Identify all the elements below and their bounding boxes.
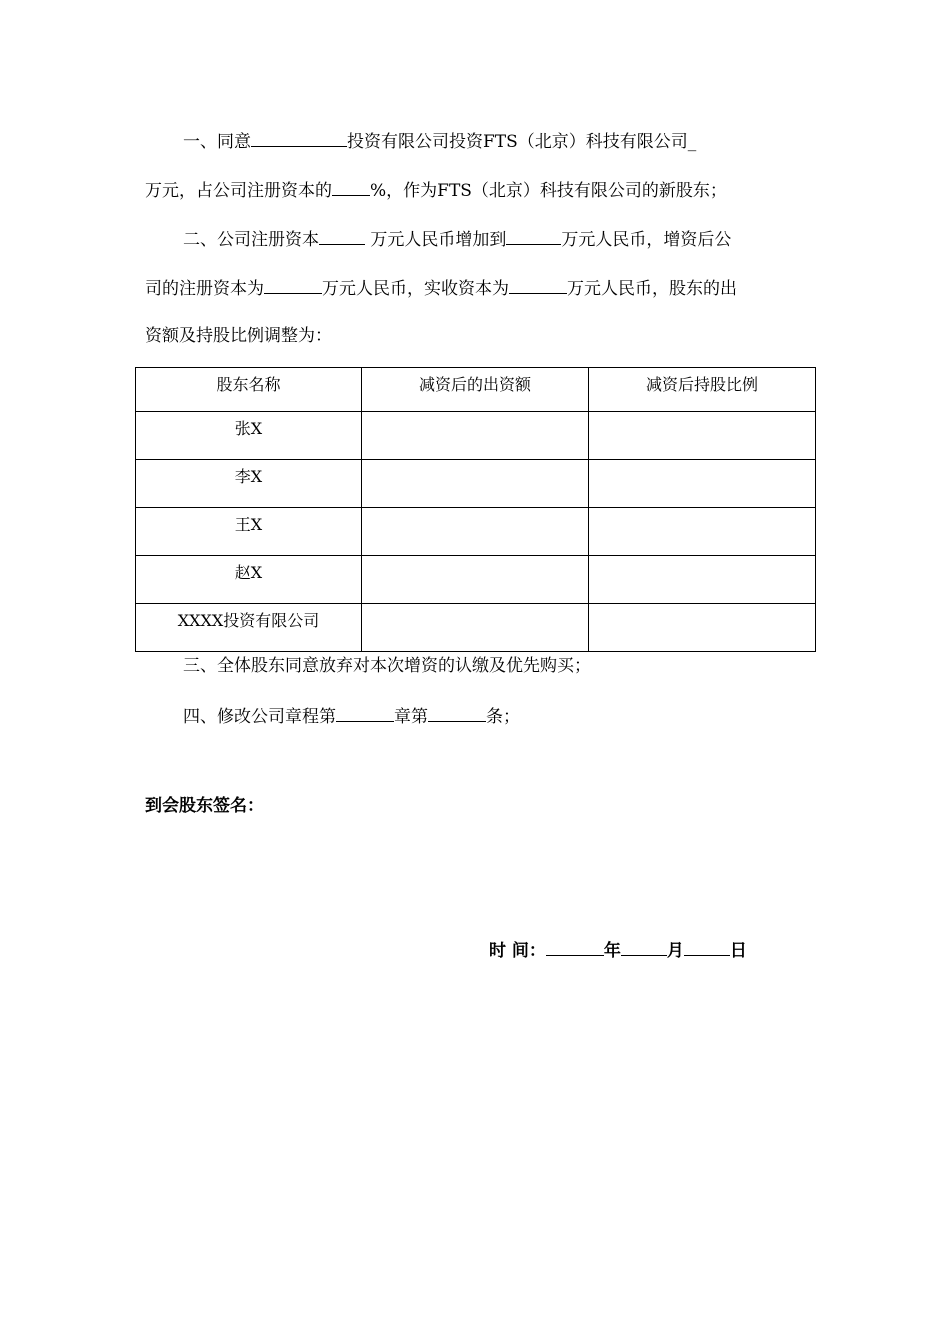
para4-line bbox=[183, 703, 520, 729]
para1-prefix: 一、同意 bbox=[183, 132, 251, 152]
para1-line2-suffix: %，作为FTS（北京）科技有限公司的新股东； bbox=[370, 181, 727, 201]
amount-cell[interactable] bbox=[362, 508, 589, 556]
ratio-cell[interactable] bbox=[589, 460, 816, 508]
para2-line2 bbox=[145, 275, 737, 301]
table-row bbox=[136, 412, 816, 460]
date-label: 时 间： bbox=[489, 941, 546, 961]
holder-name-cell: 王X bbox=[136, 508, 362, 556]
holder-name-cell: 李X bbox=[136, 460, 362, 508]
shareholder-table bbox=[135, 367, 816, 652]
para1-company-blank[interactable] bbox=[251, 128, 347, 147]
para2-line3 bbox=[145, 324, 332, 348]
signature-line bbox=[145, 794, 264, 818]
header-holder-name: 股东名称 bbox=[136, 368, 362, 412]
para2-line2-mid1: 万元人民币，实收资本为 bbox=[322, 279, 509, 299]
ratio-cell[interactable] bbox=[589, 508, 816, 556]
day-label: 日 bbox=[729, 941, 747, 961]
table-row bbox=[136, 556, 816, 604]
year-label: 年 bbox=[603, 941, 621, 961]
table-row bbox=[136, 460, 816, 508]
para1-percent-blank[interactable] bbox=[332, 177, 370, 196]
para2-paid-capital-blank[interactable] bbox=[509, 275, 567, 294]
para4-prefix: 四、修改公司章程第 bbox=[183, 707, 336, 727]
para1-line1 bbox=[183, 128, 696, 154]
para3-line bbox=[183, 654, 591, 678]
para2-mid2: 万元人民币，增资后公 bbox=[561, 230, 732, 250]
para4-mid: 章第 bbox=[394, 707, 428, 727]
day-blank[interactable] bbox=[684, 937, 730, 956]
month-blank[interactable] bbox=[621, 937, 667, 956]
month-label: 月 bbox=[666, 941, 684, 961]
holder-name-cell: XXXX投资有限公司 bbox=[136, 604, 362, 652]
para4-suffix: 条； bbox=[486, 707, 520, 727]
year-blank[interactable] bbox=[546, 937, 604, 956]
para2-old-capital-blank[interactable] bbox=[319, 226, 365, 245]
signature-label: 到会股东签名： bbox=[145, 796, 264, 816]
para2-registered-capital-blank[interactable] bbox=[264, 275, 322, 294]
amount-cell[interactable] bbox=[362, 604, 589, 652]
header-amount: 减资后的出资额 bbox=[362, 368, 589, 412]
table-header-row bbox=[136, 368, 816, 412]
para1-line2 bbox=[145, 177, 727, 203]
para1-mid: 投资有限公司投资FTS（北京）科技有限公司_ bbox=[347, 132, 697, 152]
para3-text: 三、全体股东同意放弃对本次增资的认缴及优先购买； bbox=[183, 656, 591, 676]
para2-prefix: 二、公司注册资本 bbox=[183, 230, 319, 250]
para4-article-blank[interactable] bbox=[428, 703, 486, 722]
table-row bbox=[136, 508, 816, 556]
table-row bbox=[136, 604, 816, 652]
header-ratio: 减资后持股比例 bbox=[589, 368, 816, 412]
holder-name-cell: 赵X bbox=[136, 556, 362, 604]
para2-line2-mid2: 万元人民币，股东的出 bbox=[567, 279, 737, 299]
para2-new-capital-blank[interactable] bbox=[506, 226, 561, 245]
para1-line2-prefix: 万元，占公司注册资本的 bbox=[145, 181, 332, 201]
para2-line2-prefix: 司的注册资本为 bbox=[145, 279, 264, 299]
para2-mid1: 万元人民币增加到 bbox=[370, 230, 507, 250]
ratio-cell[interactable] bbox=[589, 556, 816, 604]
date-line bbox=[489, 937, 747, 963]
ratio-cell[interactable] bbox=[589, 412, 816, 460]
amount-cell[interactable] bbox=[362, 412, 589, 460]
holder-name-cell: 张X bbox=[136, 412, 362, 460]
amount-cell[interactable] bbox=[362, 556, 589, 604]
amount-cell[interactable] bbox=[362, 460, 589, 508]
para4-chapter-blank[interactable] bbox=[336, 703, 394, 722]
para2-line3: 资额及持股比例调整为： bbox=[145, 326, 332, 346]
para2-line1 bbox=[183, 226, 731, 252]
ratio-cell[interactable] bbox=[589, 604, 816, 652]
